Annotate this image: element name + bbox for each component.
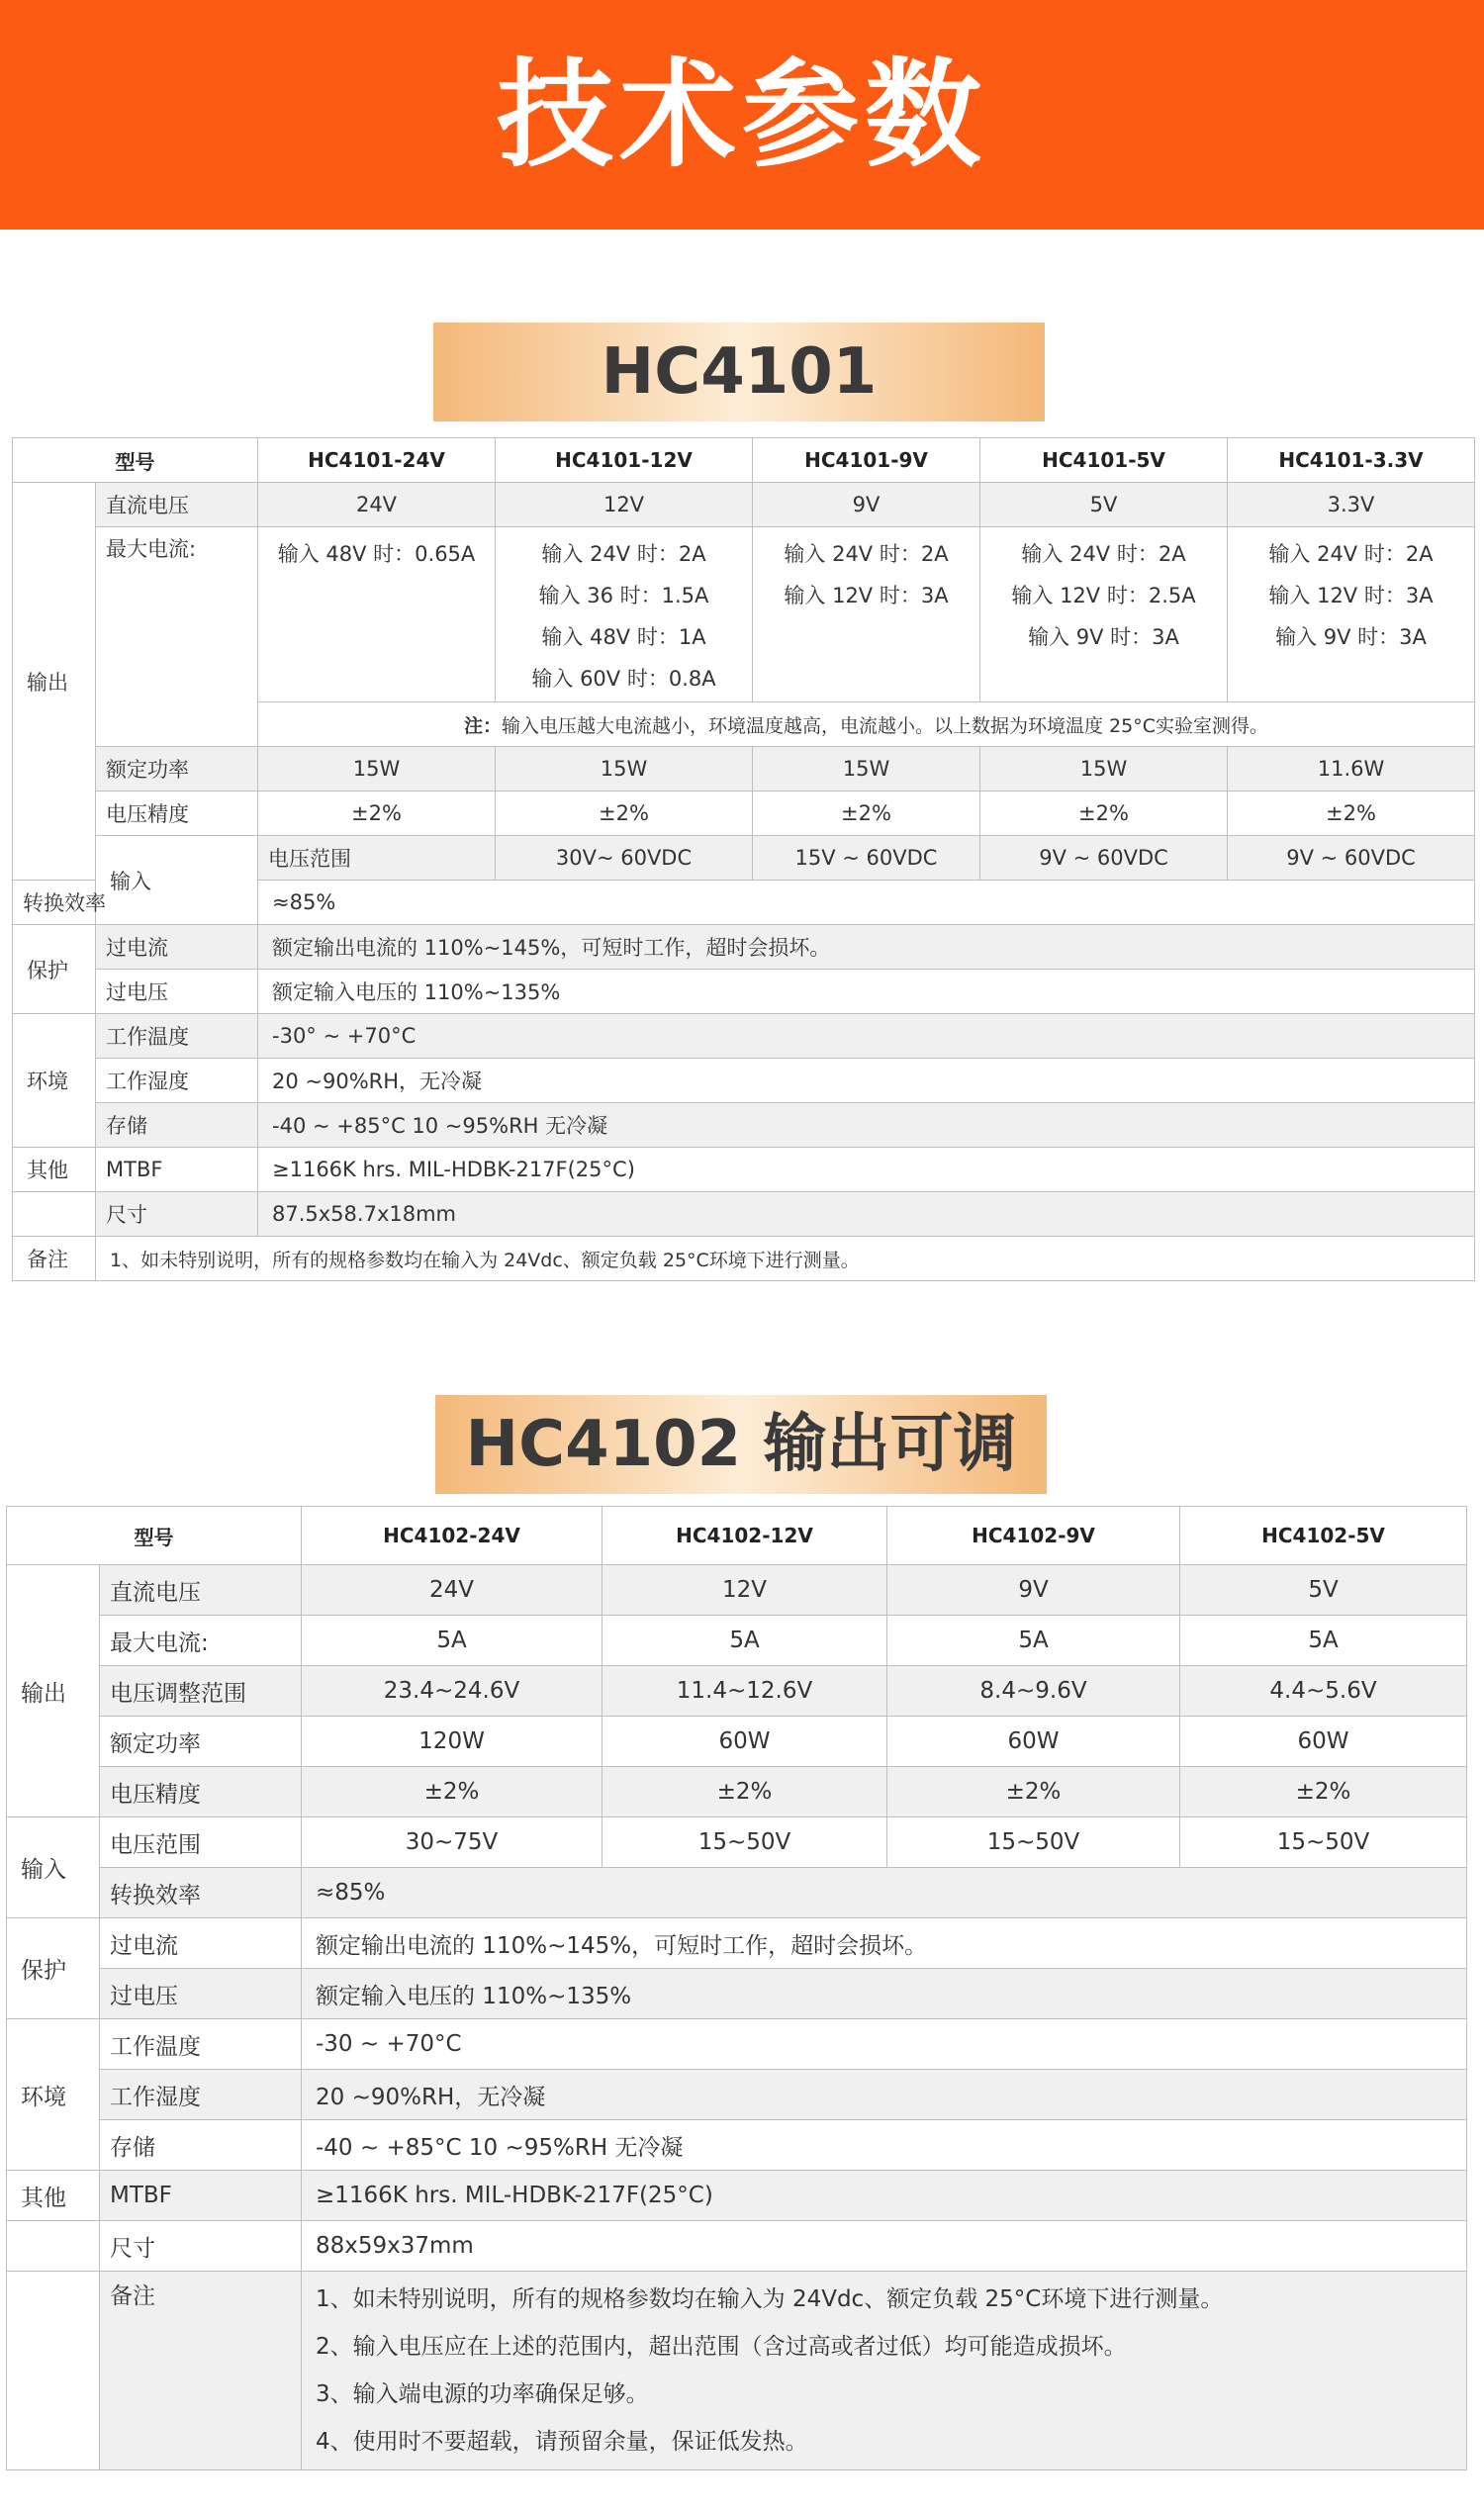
row-label: 过电流 (100, 1918, 302, 1969)
table-row (13, 527, 1475, 702)
value-cell: 15W (258, 747, 496, 791)
row-label: 电压范围 (100, 1817, 302, 1868)
value-cell: 5V (980, 483, 1228, 527)
section-banner-hc4102: HC4102 输出可调 (435, 1395, 1047, 1494)
current-line: 输入 24V 时：2A (1268, 542, 1434, 566)
row-label: 直流电压 (96, 483, 258, 527)
model-cell: HC4102-12V (603, 1507, 887, 1565)
value-cell: ±2% (1228, 791, 1475, 836)
value-cell: 9V (753, 483, 980, 527)
table-row (7, 2070, 1467, 2120)
table-row (7, 1666, 1467, 1717)
value-cell: 15~50V (603, 1817, 887, 1868)
table-row (7, 2272, 1467, 2470)
value-cell: 15W (753, 747, 980, 791)
model-cell: HC4101-5V (980, 438, 1228, 483)
note-line: 2、输入电压应在上述的范围内，超出范围（含过高或者过低）均可能造成损坏。 (316, 2334, 1127, 2360)
value-cell: ±2% (258, 791, 496, 836)
table-row (13, 925, 1475, 970)
value-cell: 120W (302, 1717, 603, 1767)
row-label: 工作温度 (96, 1014, 258, 1059)
current-cell (1228, 527, 1475, 702)
value-cell: ≥1166K hrs. MIL-HDBK-217F(25°C) (258, 1148, 1475, 1192)
current-line: 输入 48V 时：0.65A (277, 542, 476, 566)
page-title: 技术参数 (496, 47, 987, 183)
model-label: 型号 (13, 438, 258, 483)
current-note (258, 702, 1475, 747)
value-cell: 60W (1180, 1717, 1467, 1767)
current-line: 输入 12V 时：2.5A (1011, 584, 1196, 607)
model-cell: HC4101-3.3V (1228, 438, 1475, 483)
value-cell: 5A (887, 1616, 1180, 1666)
row-label: 尺寸 (100, 2221, 302, 2272)
table-row (7, 1817, 1467, 1868)
value-cell: 30V~ 60VDC (496, 836, 753, 881)
value-cell: 额定输入电压的 110%~135% (302, 1969, 1467, 2019)
value-cell: ±2% (980, 791, 1228, 836)
model-cell: HC4102-9V (887, 1507, 1180, 1565)
table-row (7, 1969, 1467, 2019)
table-row (7, 1767, 1467, 1817)
row-label: 工作湿度 (100, 2070, 302, 2120)
table-row (13, 1237, 1475, 1281)
row-label: 转换效率 (100, 1868, 302, 1918)
value-cell: 24V (258, 483, 496, 527)
current-line: 输入 60V 时：0.8A (531, 667, 716, 691)
value-cell: 额定输出电流的 110%~145%，可短时工作，超时会损坏。 (302, 1918, 1467, 1969)
value-cell: ≈85% (258, 881, 1475, 925)
value-cell: 88x59x37mm (302, 2221, 1467, 2272)
row-label: 存储 (100, 2120, 302, 2171)
table-row (7, 1918, 1467, 1969)
current-line: 输入 48V 时：1A (541, 625, 706, 649)
value-cell: 15V ~ 60VDC (753, 836, 980, 881)
row-label: 最大电流: (100, 1616, 302, 1666)
note-prefix: 注： (463, 714, 502, 737)
row-label: 直流电压 (100, 1565, 302, 1616)
value-cell: 9V ~ 60VDC (1228, 836, 1475, 881)
row-label: 工作温度 (100, 2019, 302, 2070)
value-cell: 15~50V (1180, 1817, 1467, 1868)
current-cell (980, 527, 1228, 702)
row-label: 存储 (96, 1103, 258, 1148)
row-label: 尺寸 (96, 1192, 258, 1237)
value-cell: ±2% (302, 1767, 603, 1817)
model-cell: HC4102-24V (302, 1507, 603, 1565)
value-cell: 15~50V (887, 1817, 1180, 1868)
value-cell: 60W (603, 1717, 887, 1767)
model-cell: HC4101-12V (496, 438, 753, 483)
value-cell: 20 ~90%RH，无冷凝 (258, 1059, 1475, 1103)
row-label: 电压精度 (100, 1767, 302, 1817)
note-cell: 1、如未特别说明，所有的规格参数均在输入为 24Vdc、额定负载 25°C环境下进行测量。 (96, 1237, 1475, 1281)
spec-table-hc4102 (6, 1506, 1467, 2470)
category-other: 其他 (7, 2171, 100, 2221)
value-cell: 12V (603, 1565, 887, 1616)
value-cell: 5A (603, 1616, 887, 1666)
category-protect: 保护 (13, 925, 96, 1014)
table-row (7, 2221, 1467, 2272)
current-line: 输入 24V 时：2A (541, 542, 706, 566)
value-cell: 8.4~9.6V (887, 1666, 1180, 1717)
current-line: 输入 12V 时：3A (1268, 584, 1434, 607)
row-label: 过电流 (96, 925, 258, 970)
value-cell: ±2% (1180, 1767, 1467, 1817)
table-row (13, 791, 1475, 836)
value-cell: 11.4~12.6V (603, 1666, 887, 1717)
table-row (7, 2019, 1467, 2070)
note-line: 1、如未特别说明，所有的规格参数均在输入为 24Vdc、额定负载 25°C环境下进行测量。 (316, 2286, 1224, 2312)
table-header-row (7, 1507, 1467, 1565)
current-line: 输入 36 时：1.5A (538, 584, 709, 607)
model-cell: HC4101-24V (258, 438, 496, 483)
row-label: 电压调整范围 (100, 1666, 302, 1717)
category-output: 输出 (7, 1565, 100, 1817)
table-row (13, 836, 1475, 881)
row-label: MTBF (100, 2171, 302, 2221)
row-label: 电压范围 (258, 836, 496, 881)
value-cell: ≈85% (302, 1868, 1467, 1918)
value-cell: 5V (1180, 1565, 1467, 1616)
value-cell: 3.3V (1228, 483, 1475, 527)
value-cell: 23.4~24.6V (302, 1666, 603, 1717)
model-label: 型号 (7, 1507, 302, 1565)
category-protect: 保护 (7, 1918, 100, 2019)
current-cell (496, 527, 753, 702)
table-row (13, 1103, 1475, 1148)
row-label: 转换效率 (13, 881, 96, 925)
table-row (7, 2171, 1467, 2221)
note-cell (302, 2272, 1467, 2470)
value-cell: 15W (496, 747, 753, 791)
current-cell (753, 527, 980, 702)
value-cell: ≥1166K hrs. MIL-HDBK-217F(25°C) (302, 2171, 1467, 2221)
value-cell: 4.4~5.6V (1180, 1666, 1467, 1717)
value-cell: ±2% (753, 791, 980, 836)
header-bar (0, 0, 1484, 230)
table-row (7, 1616, 1467, 1666)
table-row (13, 1014, 1475, 1059)
value-cell: 87.5x58.7x18mm (258, 1192, 1475, 1237)
value-cell: 15W (980, 747, 1228, 791)
value-cell: 20 ~90%RH，无冷凝 (302, 2070, 1467, 2120)
current-line: 输入 24V 时：2A (784, 542, 949, 566)
value-cell: 9V (887, 1565, 1180, 1616)
value-cell: ±2% (496, 791, 753, 836)
value-cell: 9V ~ 60VDC (980, 836, 1228, 881)
row-label: 电压精度 (96, 791, 258, 836)
note-line: 3、输入端电源的功率确保足够。 (316, 2381, 649, 2407)
table-row (13, 1192, 1475, 1237)
table-row (7, 1868, 1467, 1918)
category-input: 输入 (96, 836, 258, 925)
section-banner-hc4101: HC4101 (433, 323, 1045, 421)
table-row (7, 1717, 1467, 1767)
value-cell: 60W (887, 1717, 1180, 1767)
value-cell: 12V (496, 483, 753, 527)
value-cell: -40 ~ +85°C 10 ~95%RH 无冷凝 (258, 1103, 1475, 1148)
value-cell: 5A (1180, 1616, 1467, 1666)
value-cell: -40 ~ +85°C 10 ~95%RH 无冷凝 (302, 2120, 1467, 2171)
current-line: 输入 9V 时：3A (1275, 625, 1427, 649)
current-line: 输入 24V 时：2A (1021, 542, 1186, 566)
table-row (13, 483, 1475, 527)
value-cell: 11.6W (1228, 747, 1475, 791)
row-label: MTBF (96, 1148, 258, 1192)
row-label: 过电压 (100, 1969, 302, 2019)
category-note: 备注 (13, 1237, 96, 1281)
row-label: 工作湿度 (96, 1059, 258, 1103)
table-header-row (13, 438, 1475, 483)
category-output: 输出 (13, 483, 96, 881)
value-cell: 额定输入电压的 110%~135% (258, 970, 1475, 1014)
spec-table-hc4101 (12, 437, 1475, 1281)
current-cell (258, 527, 496, 702)
category-input: 输入 (7, 1817, 100, 1918)
row-label: 最大电流: (96, 527, 258, 747)
table-row (13, 970, 1475, 1014)
category-other: 其他 (13, 1148, 96, 1192)
value-cell: ±2% (887, 1767, 1180, 1817)
category-env: 环境 (7, 2019, 100, 2171)
value-cell: -30° ~ +70°C (258, 1014, 1475, 1059)
table-row (13, 1148, 1475, 1192)
table-row (7, 2120, 1467, 2171)
category-env: 环境 (13, 1014, 96, 1148)
model-cell: HC4101-9V (753, 438, 980, 483)
table-row (13, 1059, 1475, 1103)
value-cell: 5A (302, 1616, 603, 1666)
row-label: 过电压 (96, 970, 258, 1014)
current-line: 输入 9V 时：3A (1028, 625, 1179, 649)
model-cell: HC4102-5V (1180, 1507, 1467, 1565)
table-row (7, 1565, 1467, 1616)
row-label: 额定功率 (96, 747, 258, 791)
current-line: 输入 12V 时：3A (784, 584, 949, 607)
note-line: 4、使用时不要超载，请预留余量，保证低发热。 (316, 2429, 808, 2455)
row-label: 备注 (100, 2272, 302, 2470)
value-cell: 24V (302, 1565, 603, 1616)
value-cell: -30 ~ +70°C (302, 2019, 1467, 2070)
value-cell: 额定输出电流的 110%~145%，可短时工作，超时会损坏。 (258, 925, 1475, 970)
table-row (13, 747, 1475, 791)
value-cell: ±2% (603, 1767, 887, 1817)
value-cell: 30~75V (302, 1817, 603, 1868)
note-text: 输入电压越大电流越小，环境温度越高，电流越小。以上数据为环境温度 25°C实验室测得。 (502, 714, 1268, 737)
row-label: 额定功率 (100, 1717, 302, 1767)
